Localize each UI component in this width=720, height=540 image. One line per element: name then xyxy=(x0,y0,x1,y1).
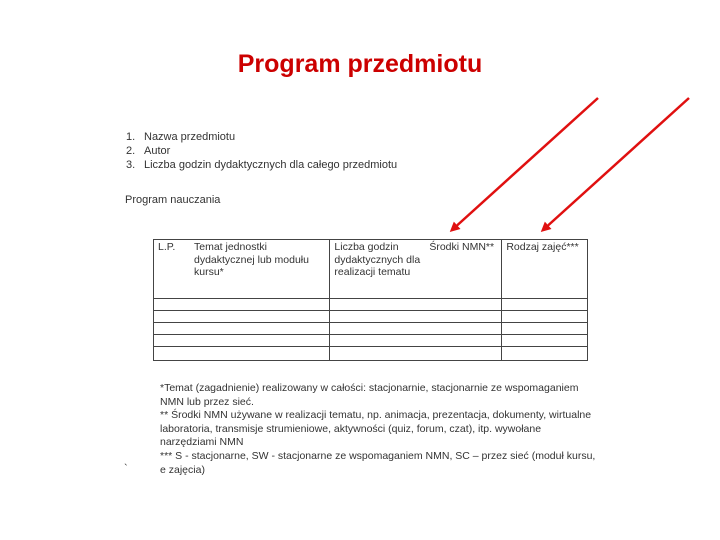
list-item: 2. Autor xyxy=(126,145,171,157)
list-item: 1. Nazwa przedmiotu xyxy=(126,131,236,143)
section-heading: Program nauczania xyxy=(125,194,221,206)
list-item: 3. Liczba godzin dydaktycznych dla całego przedmiotu xyxy=(126,159,398,171)
arrow-to-means-column-icon xyxy=(452,98,598,230)
footnote: ** Środki NMN używane w realizacji tematu, np. animacja, prezentacja, dokumenty, wirtualne laboratoria, transmisje strumieniowe, aktywności (quiz, forum, czat), itp. wywołane narzędziami NMN xyxy=(160,409,592,449)
header-topic: Temat jednostki dydaktycznej lub modułu kursu* xyxy=(194,241,309,278)
footnote: *** S - stacjonarne, SW - stacjonarne ze wspomaganiem NMN, SC – przez sieć (moduł kursu, e zajęcia) xyxy=(160,449,596,476)
tick-mark: ` xyxy=(124,463,128,475)
header-lp: L.P. xyxy=(158,241,176,253)
page-title: Program przedmiotu xyxy=(237,50,483,78)
footnote: *Temat (zagadnienie) realizowany w całości: stacjonarnie, stacjonarnie ze wspomaganiem NMN lub przez sieć. xyxy=(160,382,579,408)
header-hours: Liczba godzin dydaktycznych dla realizacji tematu xyxy=(334,241,421,278)
header-means: Środki NMN** xyxy=(429,241,495,253)
arrow-to-type-column-icon xyxy=(543,98,689,230)
header-type: Rodzaj zajęć*** xyxy=(502,240,588,299)
